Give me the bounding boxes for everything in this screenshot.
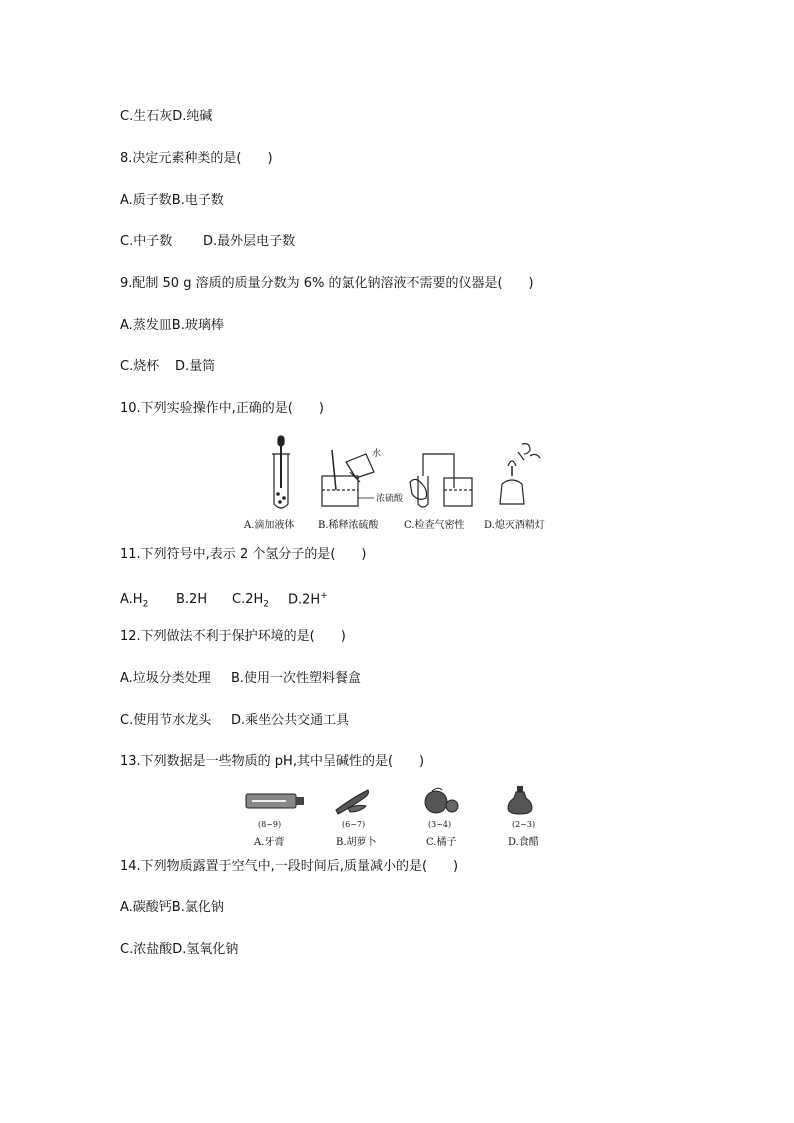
- q8-options-cd: [120, 234, 295, 250]
- q13-ph-a: (8~9): [258, 820, 282, 829]
- vinegar-bottle-illustration: [508, 786, 532, 814]
- q13-caption-c: C.橘子: [426, 837, 457, 848]
- q13-caption-d: D.食醋: [508, 837, 539, 848]
- q9-options-ab: A.蒸发皿B.玻璃棒: [120, 318, 224, 333]
- orange-illustration: [425, 788, 458, 813]
- fig-label-acid: 浓硫酸: [376, 494, 404, 504]
- q10-stem: 10.下列实验操作中,正确的是( ): [120, 401, 324, 416]
- q11-option-a: $A.H_2$: [120, 592, 149, 610]
- q11-option-b: B.2H: [176, 592, 208, 608]
- q13-ph-b: (6~7): [342, 820, 366, 829]
- dropper-test-tube-illustration: [272, 436, 290, 508]
- q12-stem: 12.下列做法不利于保护环境的是( ): [120, 629, 346, 644]
- q14-options-cd: C.浓盐酸D.氢氧化钠: [120, 942, 239, 957]
- toothpaste-illustration: [246, 794, 304, 808]
- q13-ph-c: (3~4): [428, 820, 452, 829]
- q10-caption-c: C.检查气密性: [404, 520, 465, 531]
- q11-stem: 11.下列符号中,表示 2 个氢分子的是( ): [120, 547, 367, 562]
- q10-caption-d: D.熄灭酒精灯: [484, 520, 545, 531]
- q13-stem: 13.下列数据是一些物质的 pH,其中呈碱性的是( ): [120, 754, 425, 769]
- alcohol-lamp-illustration: [500, 444, 540, 504]
- q14-stem: 14.下列物质露置于空气中,一段时间后,质量减小的是( ): [120, 859, 459, 874]
- q10-caption-a: A.滴加液体: [244, 520, 295, 531]
- q9-option-c: C.烧杯: [120, 359, 160, 374]
- ph-substances-figure: [240, 784, 550, 816]
- airtightness-check-illustration: [410, 454, 472, 507]
- q9-stem: 9.配制 50 g 溶质的质量分数为 6% 的氯化钠溶液不需要的仪器是( ): [120, 276, 534, 291]
- q13-caption-a: A.牙膏: [254, 837, 285, 848]
- q8-stem: 8.决定元素种类的是( ): [120, 151, 273, 166]
- q12-options-cd: [120, 713, 349, 729]
- q7-options-cd: C.生石灰D.纯碱: [120, 109, 213, 124]
- q8-option-d: D.最外层电子数: [203, 234, 296, 249]
- q13-caption-b: B.胡萝卜: [336, 837, 377, 848]
- q12-options-ab: [120, 671, 361, 687]
- q13-ph-d: (2~3): [512, 820, 536, 829]
- q12-option-c: C.使用节水龙头: [120, 713, 212, 728]
- q11-options: [120, 588, 328, 613]
- q10-caption-b: B.稀释浓硫酸: [318, 520, 379, 531]
- q12-option-b: B.使用一次性塑料餐盒: [231, 671, 362, 686]
- q9-options-cd: [120, 359, 215, 375]
- carrot-illustration: [336, 790, 369, 814]
- beaker-dilution-illustration: [322, 450, 374, 506]
- q8-option-c: C.中子数: [120, 234, 173, 249]
- q8-options-ab: A.质子数B.电子数: [120, 193, 224, 208]
- q11-option-c: $C.2H_2$: [232, 592, 269, 610]
- q11-option-d: D.2H+: [288, 591, 328, 608]
- q12-option-d: D.乘坐公共交通工具: [231, 713, 350, 728]
- q12-option-a: A.垃圾分类处理: [120, 671, 211, 686]
- fig-label-water: 水: [372, 449, 382, 459]
- q9-option-d: D.量筒: [175, 359, 216, 374]
- q14-options-ab: A.碳酸钙B.氯化钠: [120, 900, 224, 915]
- lab-operations-figure: [240, 432, 570, 514]
